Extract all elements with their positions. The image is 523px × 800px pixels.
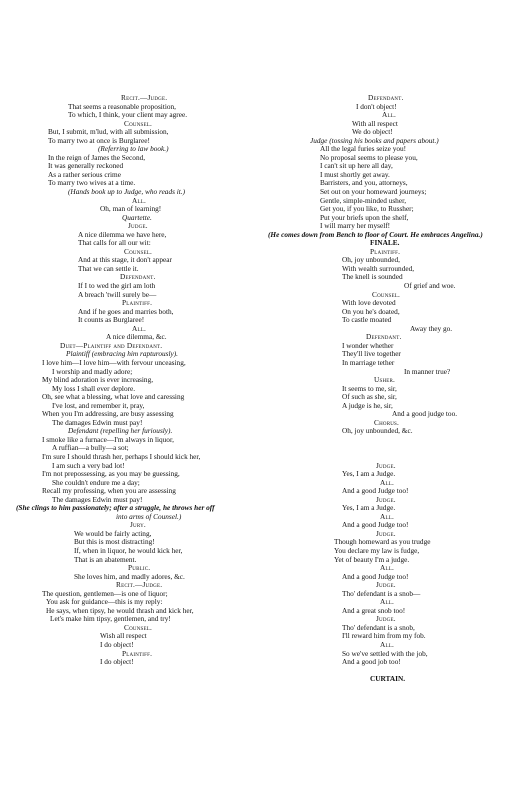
text-line: Recall my professing, when you are assessing (42, 486, 176, 496)
text-line: If, when in liquor, he would kick her, (74, 545, 183, 555)
text-line: To which, I think, your client may agree. (68, 110, 188, 120)
text-line: Defendant. (120, 272, 156, 282)
text-line: With wealth surrounded, (342, 263, 415, 273)
text-line: Judge. (376, 460, 396, 470)
text-line: Judge. (376, 494, 396, 504)
text-line: Yet of beauty I'm a judge. (334, 554, 410, 564)
text-line: All. (380, 597, 395, 607)
text-line: FINALE. (370, 238, 400, 248)
text-line: And a good job too! (342, 657, 401, 667)
text-line: The question, gentlemen—is one of liquor; (42, 588, 168, 598)
text-line: I can't sit up here all day, (320, 161, 393, 171)
text-line: Usher. (374, 375, 396, 385)
text-line: And a good Judge too! (342, 520, 409, 530)
text-line: (Referring to law book.) (98, 144, 169, 154)
text-line: A nice dilemma we have here, (78, 229, 167, 239)
text-line: Barristers, and you, attorneys, (320, 178, 408, 188)
text-line: So we've settled with the job, (342, 648, 428, 658)
text-line: Judge. (376, 580, 396, 590)
text-line: No proposal seems to please you, (320, 152, 418, 162)
text-line: That is an abatement. (74, 554, 137, 564)
text-line: She loves him, and madly adores, &c. (74, 571, 185, 581)
text-line: Jury. (130, 520, 146, 530)
text-line: In the reign of James the Second, (48, 152, 146, 162)
text-line: Plaintiff. (122, 298, 153, 308)
left-text-column (16, 94, 266, 667)
text-line: I do object! (100, 657, 134, 667)
text-line: Judge (tossing his books and papers about.) (310, 135, 439, 145)
text-line: All. (380, 511, 395, 521)
text-line: (He comes down from Bench to floor of Court. He embraces Angelina.) (268, 229, 483, 239)
text-line: But this is most distracting! (74, 537, 155, 547)
text-line: He says, when tipsy, he would thrash and kick her, (46, 605, 194, 615)
text-line: They'll live together (342, 349, 401, 359)
text-line: And at this stage, it don't appear (78, 255, 172, 265)
text-line: I'm not prepossessing, as you may be guessing, (42, 469, 180, 479)
text-line: To marry two wives at a time. (48, 178, 136, 188)
text-line: Though homeward as you trudge (334, 537, 431, 547)
text-line: And a good Judge too! (342, 486, 409, 496)
text-line: In marriage tether (342, 357, 395, 367)
text-line: The damages Edwin must pay! (52, 417, 143, 427)
text-line: I don't object! (356, 101, 397, 111)
text-line: You declare my law is fudge, (334, 545, 420, 555)
text-line: Yes, I am a Judge. (342, 469, 396, 479)
text-line: into arms of Counsel.) (116, 511, 182, 521)
text-line (268, 436, 518, 445)
text-line: Public. (128, 563, 151, 573)
text-line: Counsel. (124, 118, 153, 128)
text-line: It seems to me, sir, (342, 383, 397, 393)
text-line: I must shortly get away. (320, 169, 390, 179)
text-line: To marry two at once is Burglaree! (48, 135, 150, 145)
text-line: You ask for guidance—this is my reply: (46, 597, 163, 607)
text-line: Recit.—Judge. (116, 580, 163, 590)
text-line: On you he's doated, (342, 306, 400, 316)
text-line: Judge. (376, 614, 396, 624)
text-line: Recit.—Judge. (121, 93, 168, 102)
text-line: Defendant (repelling her furiously). (68, 426, 173, 436)
text-line: When you I'm addressing, are busy assessing (42, 409, 174, 419)
text-line: That seems a reasonable proposition, (68, 101, 177, 111)
text-line: I wonder whether (342, 340, 394, 350)
text-line: A judge is he, sir, (342, 400, 393, 410)
text-line: I've lost, and remember it, pray, (52, 400, 145, 410)
text-line: Counsel. (124, 622, 153, 632)
text-line: But, I submit, m'lud, with all submission, (48, 127, 169, 137)
text-line: I'm sure I should thrash her, perhaps I should kick her, (42, 451, 201, 461)
text-line: I will marry her myself! (320, 221, 391, 231)
text-line: Set out on your homeward journeys; (320, 187, 427, 197)
text-line: Gentle, simple-minded usher, (320, 195, 407, 205)
text-line: Of grief and woe. (404, 281, 456, 291)
text-line: That calls for all our wit: (78, 238, 151, 248)
text-line: All. (132, 323, 147, 333)
text-line: Duet—Plaintiff and Defendant. (60, 340, 163, 350)
text-line: It was generally reckoned (48, 161, 124, 171)
text-line: Plaintiff. (122, 648, 153, 658)
text-line: Judge. (376, 528, 396, 538)
text-line: All. (380, 563, 395, 573)
text-line: Plaintiff. (370, 246, 401, 256)
text-line: (She clings to him passionately; after a struggle, he throws her off (16, 503, 215, 513)
text-line: (Hands book up to Judge, who reads it.) (68, 187, 186, 197)
text-line: I smoke like a furnace—I'm always in liquor, (42, 434, 174, 444)
text-line: And if he goes and marries both, (78, 306, 174, 316)
text-line: I worship and madly adore; (52, 366, 133, 376)
text-line: In manner true? (404, 366, 451, 376)
text-line: All. (380, 477, 395, 487)
text-line: If I to wed the girl am loth (78, 281, 156, 291)
text-line: Wish all respect (100, 631, 147, 641)
text-line: Oh, joy unbounded, (342, 255, 400, 265)
text-line: The damages Edwin must pay! (52, 494, 143, 504)
text-line: A breach 'twill surely be— (78, 289, 157, 299)
text-line: Plaintiff (embracing him rapturously). (66, 349, 179, 359)
text-line: With love devoted (342, 298, 396, 308)
text-line: We do object! (352, 127, 393, 137)
text-line: Tho' defendant is a snob— (342, 588, 421, 598)
text-line: Tho' defendant is a snob, (342, 622, 415, 632)
text-line: All the legal furies seize you! (320, 144, 407, 154)
text-line: CURTAIN. (370, 674, 406, 684)
text-line: The knell is sounded (342, 272, 403, 282)
text-line: With all respect (352, 118, 398, 128)
text-line: And a good judge too. (392, 409, 458, 419)
text-line: Counsel. (124, 246, 153, 256)
text-line: Of such as she, sir, (342, 392, 397, 402)
text-line: Defendant. (368, 93, 404, 102)
right-text-column (268, 94, 518, 684)
text-line: That we can settle it. (78, 263, 139, 273)
text-line: My loss I shall ever deplore. (52, 383, 136, 393)
text-line: Away they go. (410, 323, 453, 333)
text-line: Judge. (128, 221, 148, 231)
text-line: Put your briefs upon the shelf, (320, 212, 409, 222)
text-line: And a good Judge too! (342, 571, 409, 581)
text-line: All. (382, 110, 397, 120)
text-line: To castle moated (342, 315, 392, 325)
text-line: Oh, joy unbounded, &c. (342, 426, 413, 436)
text-line: Yes, I am a Judge. (342, 503, 396, 513)
text-line: My blind adoration is ever increasing, (42, 375, 154, 385)
text-line: All. (380, 640, 395, 649)
text-line: I do object! (100, 640, 134, 649)
text-line: Chorus. (374, 417, 400, 427)
text-line: Let's make him tipsy, gentlemen, and try! (50, 614, 171, 624)
text-line: Quartette. (122, 212, 152, 222)
text-line: I'll reward him from my fob. (342, 631, 426, 641)
text-line: A ruffian—a bully—a sot; (52, 443, 129, 453)
text-line: We would be fairly acting, (74, 528, 152, 538)
text-line (268, 444, 518, 453)
text-line: Counsel. (372, 289, 401, 299)
text-line: I love him—I love him—with fervour unceasing, (42, 357, 186, 367)
text-line: Oh, see what a blessing, what love and caressing (42, 392, 185, 402)
text-line: Oh, man of learning! (100, 204, 162, 214)
text-line: Get you, if you like, to Russher; (320, 204, 414, 214)
text-line: I am such a very bad lot! (52, 460, 125, 470)
text-line: She couldn't endure me a day; (52, 477, 140, 487)
text-line: It counts as Burglaree! (78, 315, 145, 325)
text-line: Defendant. (366, 332, 402, 342)
text-line: As a rather serious crime (48, 169, 121, 179)
text-line: A nice dilemma, &c. (106, 332, 167, 342)
text-line: And a great snob too! (342, 605, 406, 615)
text-line: All. (132, 195, 147, 205)
